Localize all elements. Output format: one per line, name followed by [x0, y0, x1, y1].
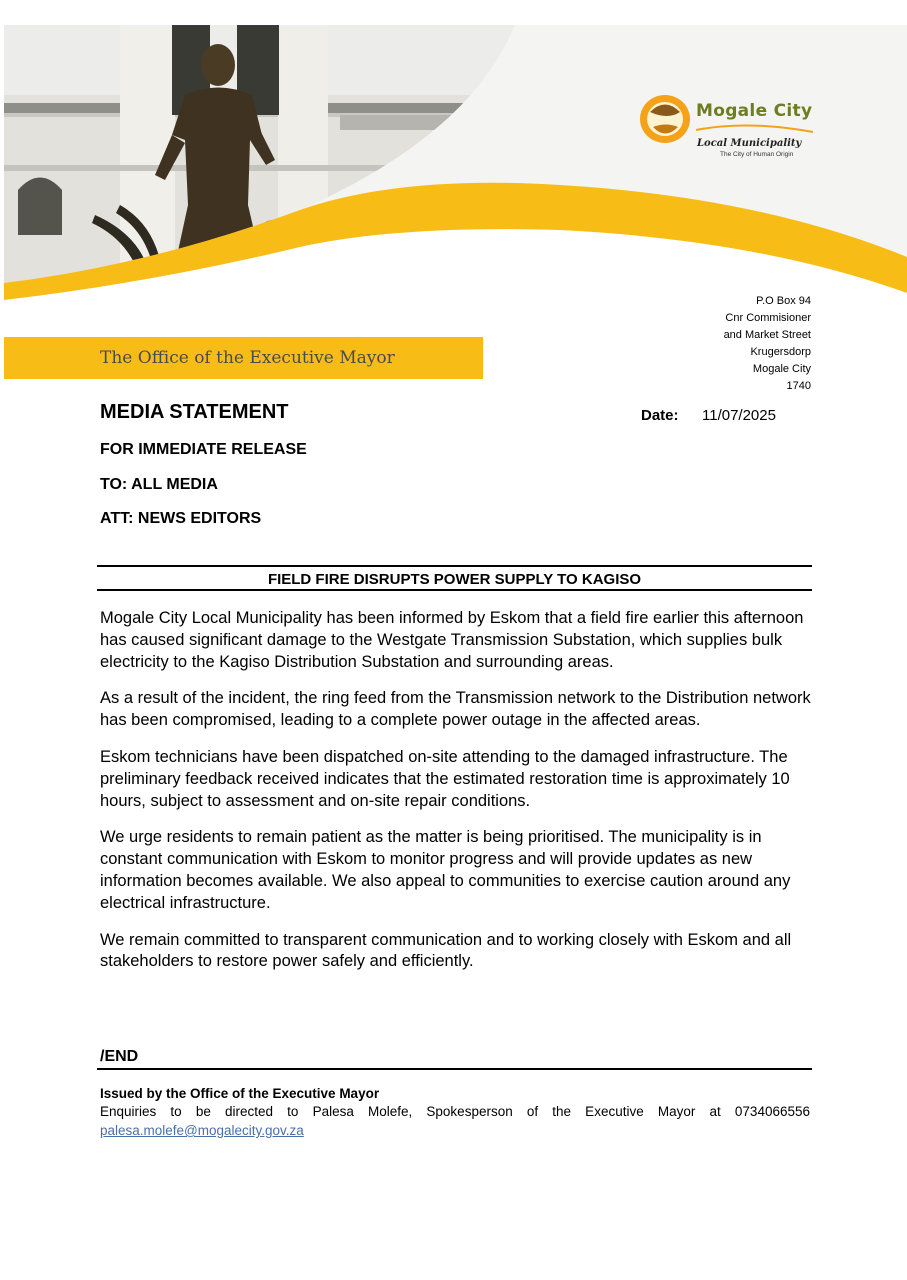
body-paragraph: Mogale City Local Municipality has been informed by Eskom that a field fire earlier this afternoon has caused significant damage to the Westgate Transmission Substation, which supplies bulk electricity to the Kagiso Distribution Substation and surrounding areas.	[100, 609, 804, 671]
body-paragraph: We remain committed to transparent communication and to working closely with Eskom and all stakeholders to restore power safely and efficiently.	[100, 930, 792, 971]
enquiries-text: Enquiries to be directed to Palesa Molefe, Spokesperson of the Executive Mayor at 0734066556	[100, 1104, 810, 1119]
date-label: Date:	[641, 407, 679, 424]
header-banner-image	[0, 25, 907, 300]
body-paragraph: Eskom technicians have been dispatched on-site attending to the damaged infrastructure. The preliminary feedback received indicates that the estimated restoration time is approximately 10 hours, subject to assessment and on-site repair conditions.	[100, 747, 790, 810]
statement-body	[100, 608, 815, 988]
email-link[interactable]: palesa.molefe@mogalecity.gov.za	[100, 1123, 304, 1138]
att-line: ATT: NEWS EDITORS	[100, 510, 262, 527]
logo-name: Mogale City	[696, 101, 813, 121]
postal-address	[724, 293, 811, 395]
issued-by: Issued by the Office of the Executive Mayor	[100, 1086, 380, 1101]
release-line: FOR IMMEDIATE RELEASE	[100, 441, 307, 458]
logo-tagline: The City of Human Origin	[720, 151, 794, 158]
address-line: Cnr Commisioner	[725, 312, 811, 324]
address-line: P.O Box 94	[756, 295, 811, 307]
logo-subtitle: Local Municipality	[697, 138, 802, 149]
to-line: TO: ALL MEDIA	[100, 476, 218, 493]
statement-type: MEDIA STATEMENT	[100, 401, 289, 423]
divider	[97, 1068, 812, 1070]
end-marker: /END	[100, 1048, 139, 1065]
address-line: Krugersdorp	[750, 346, 811, 358]
date-value: 11/07/2025	[702, 407, 776, 424]
headline: FIELD FIRE DISRUPTS POWER SUPPLY TO KAGISO	[97, 565, 812, 591]
address-line: and Market Street	[723, 329, 811, 341]
body-paragraph: We urge residents to remain patient as the matter is being prioritised. The municipality is in constant communication with Eskom to monitor progress and will provide updates as new information becomes available. We also appeal to communities to exercise caution around any electrical infrastructure.	[100, 828, 791, 912]
body-paragraph: As a result of the incident, the ring feed from the Transmission network to the Distribution network has been compromised, leading to a complete power outage in the affected areas.	[100, 689, 811, 730]
office-title: The Office of the Executive Mayor	[100, 348, 395, 368]
address-line: 1740	[786, 380, 811, 392]
address-line: Mogale City	[752, 363, 811, 375]
